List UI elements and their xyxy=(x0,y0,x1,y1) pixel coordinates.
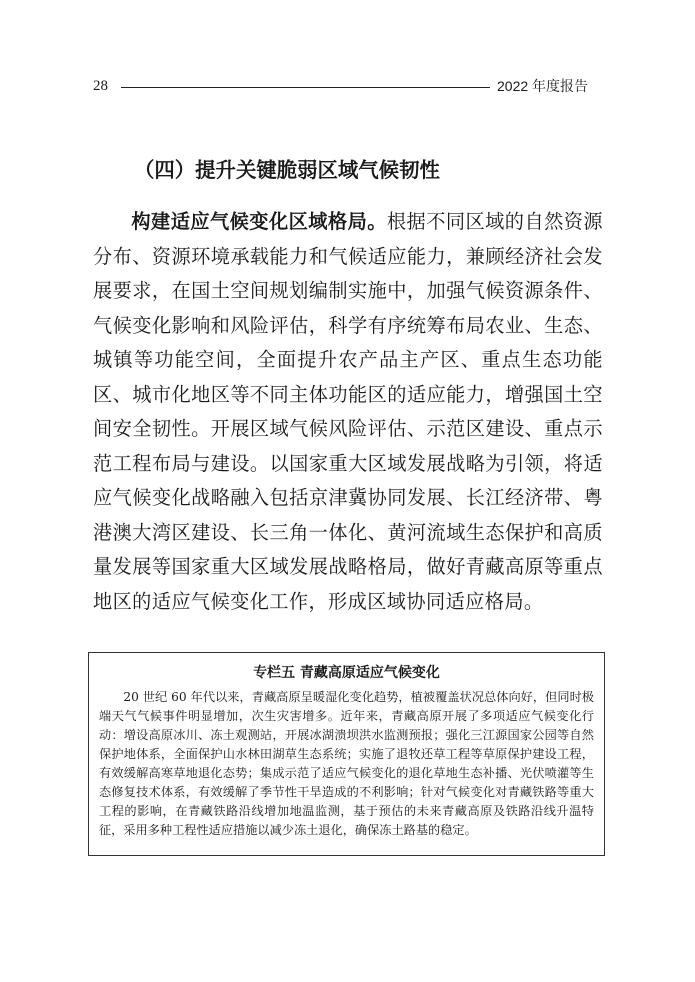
report-label: 2022 年度报告 xyxy=(497,78,589,94)
header-rule xyxy=(121,87,490,88)
paragraph-text: 根据不同区域的自然资源分布、资源环境承载能力和气候适应能力，兼顾经济社会发展要求，在国土空间规划编制实施中，加强气候资源条件、气候变化影响和风险评估，科学有序统筹布局农业、生态、城镇等功能空间，全面提升农产品主产区、重点生态功能区、城市化地区等不同主体功能区的适应能力，增强国土空间安全韧性。开展区域气候风险评估、示范区建设、重点示范工程布局与建设。以国家重大区域发展战略为引领，将适应气候变化战略融入包括京津冀协同发展、长江经济带、粤港澳大湾区建设、长三角一体化、黄河流域生态保护和高质量发展等国家重大区域发展战略格局，做好青藏高原等重点地区的适应气候变化工作，形成区域协同适应格局。 xyxy=(93,210,604,613)
box-title: 专栏五 青藏高原适应气候变化 xyxy=(253,665,440,681)
sidebar-box xyxy=(88,652,605,856)
box-body: 20 世纪 60 年代以来，青藏高原呈暖湿化变化趋势，植被覆盖状况总体向好，但同时极端天气气候事件明显增加，次生灾害增多。近年来，青藏高原开展了多项适应气候变化行动：增设高原冰川、冻土观测站，开展冰湖溃坝洪水监测预报；强化三江源国家公园等自然保护地体系，全面保护山水林田湖草生态系统；实施了退牧还草工程等草原保护建设工程，有效缓解高寒草地退化态势；集成示范了适应气候变化的退化草地生态补播、光伏喷灌等生态修复技术体系，有效缓解了季节性干旱造成的不利影响；针对气候变化对青藏铁路等重大工程的影响，在青藏铁路沿线增加地温监测，基于预估的未来青藏高原及铁路沿线升温特征，采用多种工程性适应措施以减少冻土退化，确保冻土路基的稳定。 xyxy=(99,690,594,837)
paragraph-lead-in: 构建适应气候变化区域格局。 xyxy=(131,210,387,233)
page-number: 28 xyxy=(93,78,108,94)
section-heading: （四）提升关键脆弱区域气候韧性 xyxy=(134,158,440,182)
body-paragraph xyxy=(93,205,603,619)
